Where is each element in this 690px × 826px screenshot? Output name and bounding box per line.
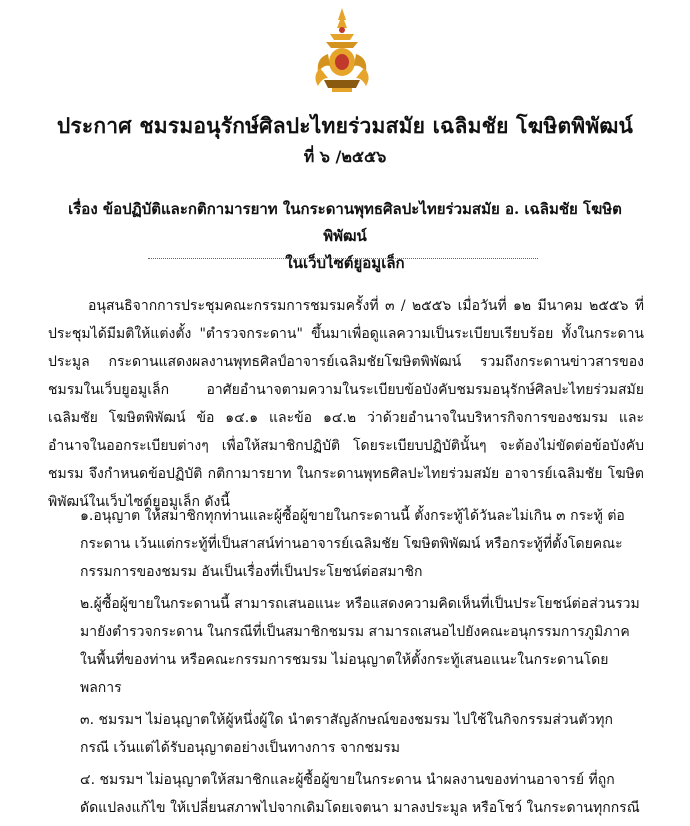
announcement-number: ที่ ๖ /๒๕๕๖ [303, 147, 387, 166]
rule-item-4: ๔. ชมรมฯ ไม่อนุญาตให้สมาชิกและผู้ซื้อผู้ขายในกระดาน นำผลงานของท่านอาจารย์ ที่ถูกดัดแปลงแก้ไข ให้เปลี่ยนสภาพไปจากเดิมโดยเจตนา มาลงประมูล หรือโชว์ ในกระดานทุกกรณี [80, 772, 640, 816]
subject-heading [50, 196, 640, 277]
subject-line-2: ในเว็บไซต์ยูอมูเล็ก [285, 254, 405, 272]
announcement-title: ประกาศ ชมรมอนุรักษ์ศิลปะไทยร่วมสมัย เฉลิมชัย โฆษิตพิพัฒน์ [56, 113, 634, 138]
rule-item-1: ๑.อนุญาต ให้สมาชิกทุกท่านและผู้ซื้อผู้ขายในกระดานนี้ ตั้งกระทู้ได้วันละไม่เกิน ๓ กระทู้ ต่อกระดาน เว้นแต่กระทู้ที่เป็นสาสน์ท่านอาจารย์เฉลิมชัย โฆษิตพิพัฒน์ หรือกระทู้ที่ตั้งโดยคณะกรรมการของชมรม อันเป็นเรื่องที่เป็นประโยชน์ต่อสมาชิก [80, 508, 625, 580]
body-text [48, 292, 644, 516]
thai-royal-emblem-icon [306, 6, 378, 94]
rule-item-3: ๓. ชมรมฯ ไม่อนุญาตให้ผู้หนึ่งผู้ใด นำตราสัญลักษณ์ของชมรม ไปใช้ในกิจกรรมส่วนตัวทุกกรณี เว้นแต่ได้รับอนุญาตอย่างเป็นทางการ จากชมรม [80, 712, 613, 756]
dotted-divider [148, 258, 538, 259]
subject-line-1: เรื่อง ข้อปฏิบัติและกติกามารยาท ในกระดานพุทธศิลปะไทยร่วมสมัย อ. เฉลิมชัย โฆษิตพิพัฒน์ [68, 200, 622, 245]
intro-paragraph: อนุสนธิจากการประชุมคณะกรรมการชมรมครั้งที่ ๓ / ๒๕๕๖ เมื่อวันที่ ๑๒ มีนาคม ๒๕๕๖ ที่ประชุมได้มีมติให้แต่งตั้ง "ตำรวจกระดาน" ขึ้นมาเพื่อดูแลความเป็นระเบียบเรียบร้อย ทั้งในกระดานประมูล กระดานแสดงผลงานพุทธศิลป์อาจารย์เฉลิมชัยโฆษิตพิพัฒน์ รวมถึงกระดานข่าวสารของชมรมในเว็บยูอมูเล็ก อาศัยอำนาจตามความในระเบียบข้อบังคับชมรมอนุรักษ์ศิลปะไทยร่วมสมัย เฉลิมชัย โฆษิตพิพัฒน์ ข้อ ๑๔.๑ และข้อ ๑๔.๒ ว่าด้วยอำนาจในบริหารกิจการของชมรม และ อำนาจในออกระเบียบต่างๆ เพื่อให้สมาชิกปฏิบัติ โดยระเบียบปฏิบัตินั้นๆ จะต้องไม่ขัดต่อข้อบังคับชมรม จึงกำหนดข้อปฏิบัติ กติกามารยาท ในกระดานพุทธศิลปะไทยร่วมสมัย อาจารย์เฉลิมชัย โฆษิตพิพัฒน์ในเว็บไซต์ยูอมูเล็ก ดังนี้ [48, 298, 644, 510]
rules-list [80, 502, 640, 826]
rule-item-2: ๒.ผู้ซื้อผู้ขายในกระดานนี้ สามารถเสนอแนะ หรือแสดงความคิดเห็นที่เป็นประโยชน์ต่อส่วนรวมมายังตำรวจกระดาน ในกรณีที่เป็นสมาชิกชมรม สามารถเสนอไปยังคณะอนุกรรมการภูมิภาค ในพื้นที่ของท่าน หรือคณะกรรมการชมรม ไม่อนุญาตให้ตั้งกระทู้เสนอแนะในกระดานโดยพลการ [80, 596, 640, 696]
